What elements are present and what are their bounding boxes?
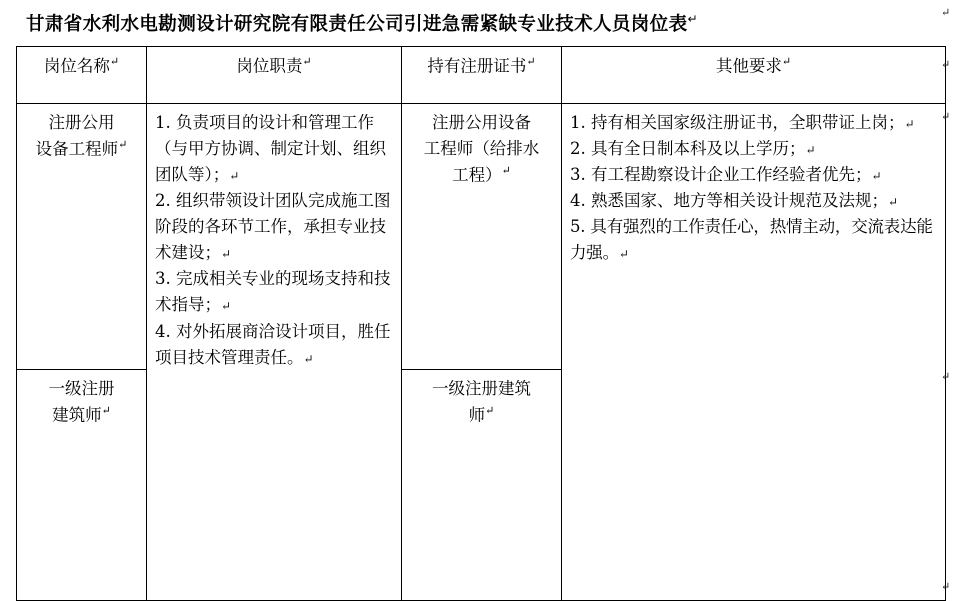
paragraph-mark: ↵ [781, 55, 792, 68]
paragraph-mark: ↵ [941, 6, 951, 19]
paragraph-mark: ↵ [904, 117, 915, 131]
paragraph-mark: ↵ [941, 58, 951, 71]
paragraph-mark: ↵ [485, 404, 495, 418]
cell-position-name-1 [17, 104, 147, 370]
cell-certificate-1 [402, 104, 562, 370]
requirement-item-2: 2. 具有全日制本科及以上学历；↵ [570, 139, 816, 159]
paragraph-mark: ↵ [118, 138, 128, 152]
paragraph-mark: ↵ [618, 247, 629, 262]
paragraph-mark: ↵ [501, 164, 511, 178]
requirement-item-5: 5. 具有强烈的工作责任心，热情主动，交流表达能力强。↵ [570, 217, 933, 263]
paragraph-mark: ↵ [229, 169, 240, 184]
header-cell-position-duties [147, 47, 402, 104]
header-label: 岗位职责 [236, 56, 303, 76]
paragraph-mark: ↵ [302, 55, 312, 68]
header-label: 岗位名称 [43, 56, 110, 76]
cell-position-name-2 [17, 370, 147, 601]
paragraph-mark: ↵ [941, 580, 951, 593]
position-name-line1: 一级注册 [48, 379, 115, 398]
duty-item-1: 1. 负责项目的设计和管理工作（与甲方协调、制定计划、组织团队等）；↵ [155, 113, 386, 185]
table-row [17, 104, 946, 370]
certificate-line2: 工程师（给排水 [423, 139, 540, 159]
header-label: 持有注册证书 [427, 56, 527, 76]
certificate-line3: 工程）↵ [452, 164, 511, 185]
paragraph-mark: ↵ [941, 370, 951, 383]
paragraph-mark: ↵ [888, 195, 899, 210]
paragraph-mark: ↵ [221, 247, 232, 262]
page-title-text: 甘肃省水利水电勘测设计研究院有限责任公司引进急需紧缺专业技术人员岗位表 [26, 14, 688, 35]
certificate-line1: 注册公用设备 [432, 113, 531, 132]
header-cell-other-requirements [562, 47, 946, 104]
paragraph-mark: ↵ [941, 110, 951, 123]
position-name-line1: 注册公用 [48, 113, 115, 132]
paragraph-mark: ↵ [303, 351, 314, 366]
position-name-line2: 设备工程师↵ [35, 138, 128, 159]
paragraph-mark: ↵ [221, 299, 232, 314]
paragraph-mark: ↵ [101, 404, 111, 418]
requirement-item-4: 4. 熟悉国家、地方等相关设计规范及法规；↵ [570, 191, 899, 211]
paragraph-mark: ↵ [109, 55, 120, 68]
table-header-row [17, 47, 946, 104]
header-cell-position-name [17, 47, 147, 104]
requirement-item-3: 3. 有工程勘察设计企业工作经验者优先；↵ [570, 165, 882, 185]
cell-certificate-2 [402, 370, 562, 601]
paragraph-mark: ↵ [687, 11, 698, 26]
paragraph-mark: ↵ [526, 55, 536, 68]
header-cell-certificate [402, 47, 562, 104]
cell-other-requirements [562, 104, 946, 601]
paragraph-mark: ↵ [805, 143, 816, 158]
job-positions-table [16, 46, 946, 601]
page-title [0, 0, 961, 46]
header-label: 其他要求 [715, 56, 782, 76]
duty-item-4: 4. 对外拓展商洽设计项目，胜任项目技术管理责任。↵ [155, 321, 391, 367]
duty-item-2: 2. 组织带领设计团队完成施工图阶段的各环节工作，承担专业技术建设；↵ [155, 191, 391, 263]
requirement-item-1: 1. 持有相关国家级注册证书，全职带证上岗；↵ [570, 113, 915, 132]
position-name-line2: 建筑师↵ [52, 404, 111, 425]
paragraph-mark: ↵ [871, 169, 882, 184]
certificate-line1: 一级注册建筑 [432, 379, 531, 398]
certificate-line2: 师↵ [468, 404, 495, 425]
cell-position-duties [147, 104, 402, 601]
duty-item-3: 3. 完成相关专业的现场支持和技术指导；↵ [155, 269, 391, 315]
